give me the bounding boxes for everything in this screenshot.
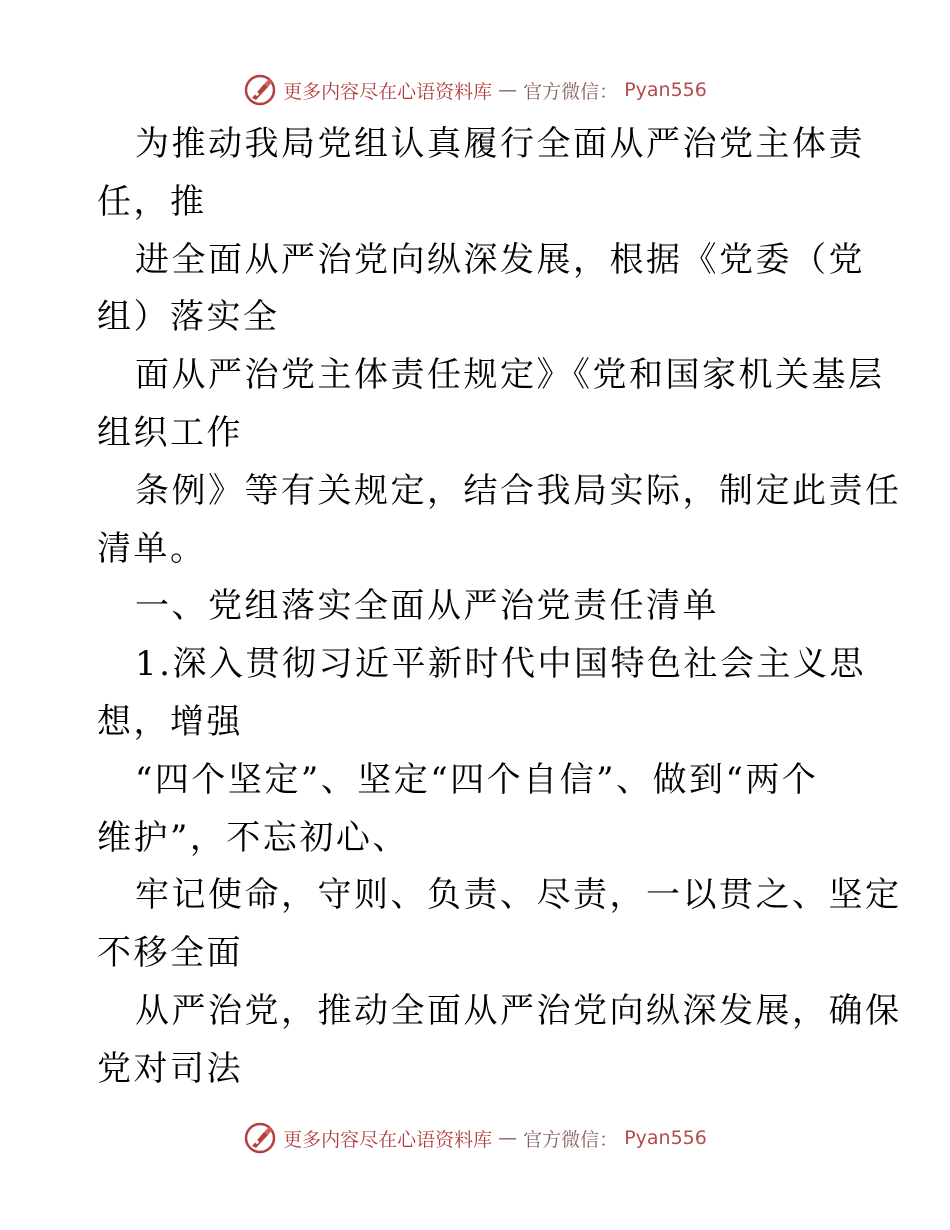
pen-nib-icon	[243, 73, 277, 107]
watermark-handle: Pyan556	[624, 1127, 707, 1149]
pen-nib-icon	[243, 1121, 277, 1155]
paragraph-line: 组）落实全	[97, 297, 280, 338]
paragraph-line: 牢记使命，守则、负责、尽责，一以贯之、坚定	[135, 875, 902, 916]
watermark-sub-text: 官方微信：	[523, 80, 619, 103]
watermark-header	[0, 70, 950, 110]
paragraph-line: 为推动我局党组认真履行全面从严治党主体责	[135, 124, 865, 164]
paragraph-line: 条例》等有关规定，结合我局实际，制定此责任	[135, 470, 902, 511]
watermark-footer	[0, 1118, 950, 1158]
paragraph-line: 想，增强	[97, 701, 243, 742]
paragraph-line: 清单。	[97, 528, 207, 569]
watermark-separator: —	[498, 79, 518, 101]
paragraph-line: 进全面从严治党向纵深发展，根据《党委（党	[135, 239, 865, 280]
watermark-separator: —	[498, 1127, 518, 1149]
watermark-handle: Pyan556	[624, 79, 707, 101]
paragraph-line: 不移全面	[97, 933, 243, 974]
paragraph-line: 任，推	[97, 181, 207, 222]
watermark-sub-text: 官方微信：	[523, 1128, 619, 1151]
paragraph-line: 从严治党，推动全面从严治党向纵深发展，确保	[135, 990, 902, 1031]
document-body	[97, 116, 902, 1099]
watermark-main-text: 更多内容尽在心语资料库	[283, 1128, 493, 1151]
watermark-main-text: 更多内容尽在心语资料库	[283, 80, 493, 103]
paragraph-line: “四个坚定”、坚定“四个自信”、做到“两个	[135, 759, 819, 800]
section-heading: 一、党组落实全面从严治党责任清单	[135, 586, 719, 627]
paragraph-line: 党对司法	[97, 1048, 243, 1089]
paragraph-line: 1.深入贯彻习近平新时代中国特色社会主义思	[135, 644, 866, 685]
paragraph-line: 面从严治党主体责任规定》《党和国家机关基层	[135, 355, 885, 396]
paragraph-line: 维护”，不忘初心、	[97, 817, 409, 858]
paragraph-line: 组织工作	[97, 412, 243, 453]
